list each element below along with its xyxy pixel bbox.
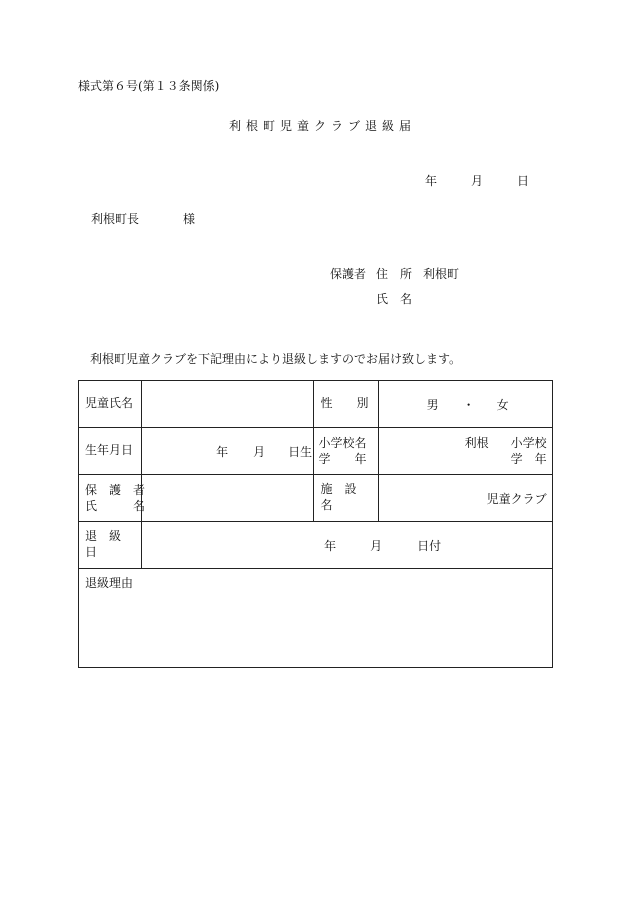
row-guardian-facility <box>79 475 553 522</box>
birth-day-label: 日生 <box>288 445 313 459</box>
row-child-name <box>79 381 553 428</box>
gender-label: 性 別 <box>314 381 378 428</box>
addressee-name: 利根町長 <box>91 212 140 226</box>
birth-month-label: 月 <box>253 445 266 459</box>
birth-date-label: 生年月日 <box>79 428 142 475</box>
child-name-field[interactable] <box>142 381 314 428</box>
grade-value: 学 年 <box>510 452 547 466</box>
guardian-label-line1: 保 護 者 <box>85 483 146 497</box>
guardian-name-label-cell <box>79 475 146 522</box>
facility-field[interactable] <box>378 475 552 522</box>
addressee-honorific: 様 <box>183 212 196 226</box>
date-year-label: 年 <box>425 174 438 188</box>
facility-value: 児童クラブ <box>486 492 547 506</box>
birth-date-field[interactable] <box>142 428 314 475</box>
guardian-address-value: 利根町 <box>423 267 460 281</box>
reason-label: 退級理由 <box>85 576 134 590</box>
withdraw-date-label: 退 級 日 <box>79 522 142 569</box>
withdraw-month-label: 月 <box>370 539 383 553</box>
statement-text: 利根町児童クラブを下記理由により退級しますのでお届け致します。 <box>90 352 462 366</box>
guardian-name-label: 氏 名 <box>376 292 413 306</box>
gender-separator: ・ <box>462 398 475 412</box>
birth-year-label: 年 <box>216 445 229 459</box>
withdraw-year-label: 年 <box>324 539 337 553</box>
reason-field[interactable] <box>79 569 553 668</box>
grade-label: 学 年 <box>318 452 367 466</box>
school-suffix: 小学校 <box>510 436 547 450</box>
guardian-address-label: 住 所 <box>376 267 413 281</box>
form-title: 利根町児童クラブ退級届 <box>229 119 417 133</box>
row-birth-school <box>79 428 553 475</box>
gender-female[interactable]: 女 <box>496 398 509 412</box>
school-grade-label <box>314 428 378 475</box>
row-withdraw-date <box>79 522 553 569</box>
guardian-label-line2: 氏 名 <box>85 499 146 513</box>
child-name-label: 児童氏名 <box>79 381 142 428</box>
guardian-label: 保護者 <box>330 267 367 281</box>
school-name-label: 小学校名 <box>318 436 367 450</box>
withdrawal-form-table <box>78 380 553 668</box>
withdraw-date-field[interactable] <box>142 522 553 569</box>
school-prefix: 利根 <box>464 436 489 450</box>
gender-field[interactable] <box>378 381 552 428</box>
date-month-label: 月 <box>471 174 484 188</box>
gender-male[interactable]: 男 <box>426 398 439 412</box>
guardian-name-field[interactable] <box>142 475 314 522</box>
date-day-label: 日 <box>517 174 530 188</box>
school-grade-field[interactable] <box>378 428 552 475</box>
form-number: 様式第６号(第１３条関係) <box>78 79 220 93</box>
facility-label: 施 設 名 <box>314 475 378 522</box>
withdraw-day-label: 日付 <box>417 539 442 553</box>
row-reason <box>79 569 553 668</box>
